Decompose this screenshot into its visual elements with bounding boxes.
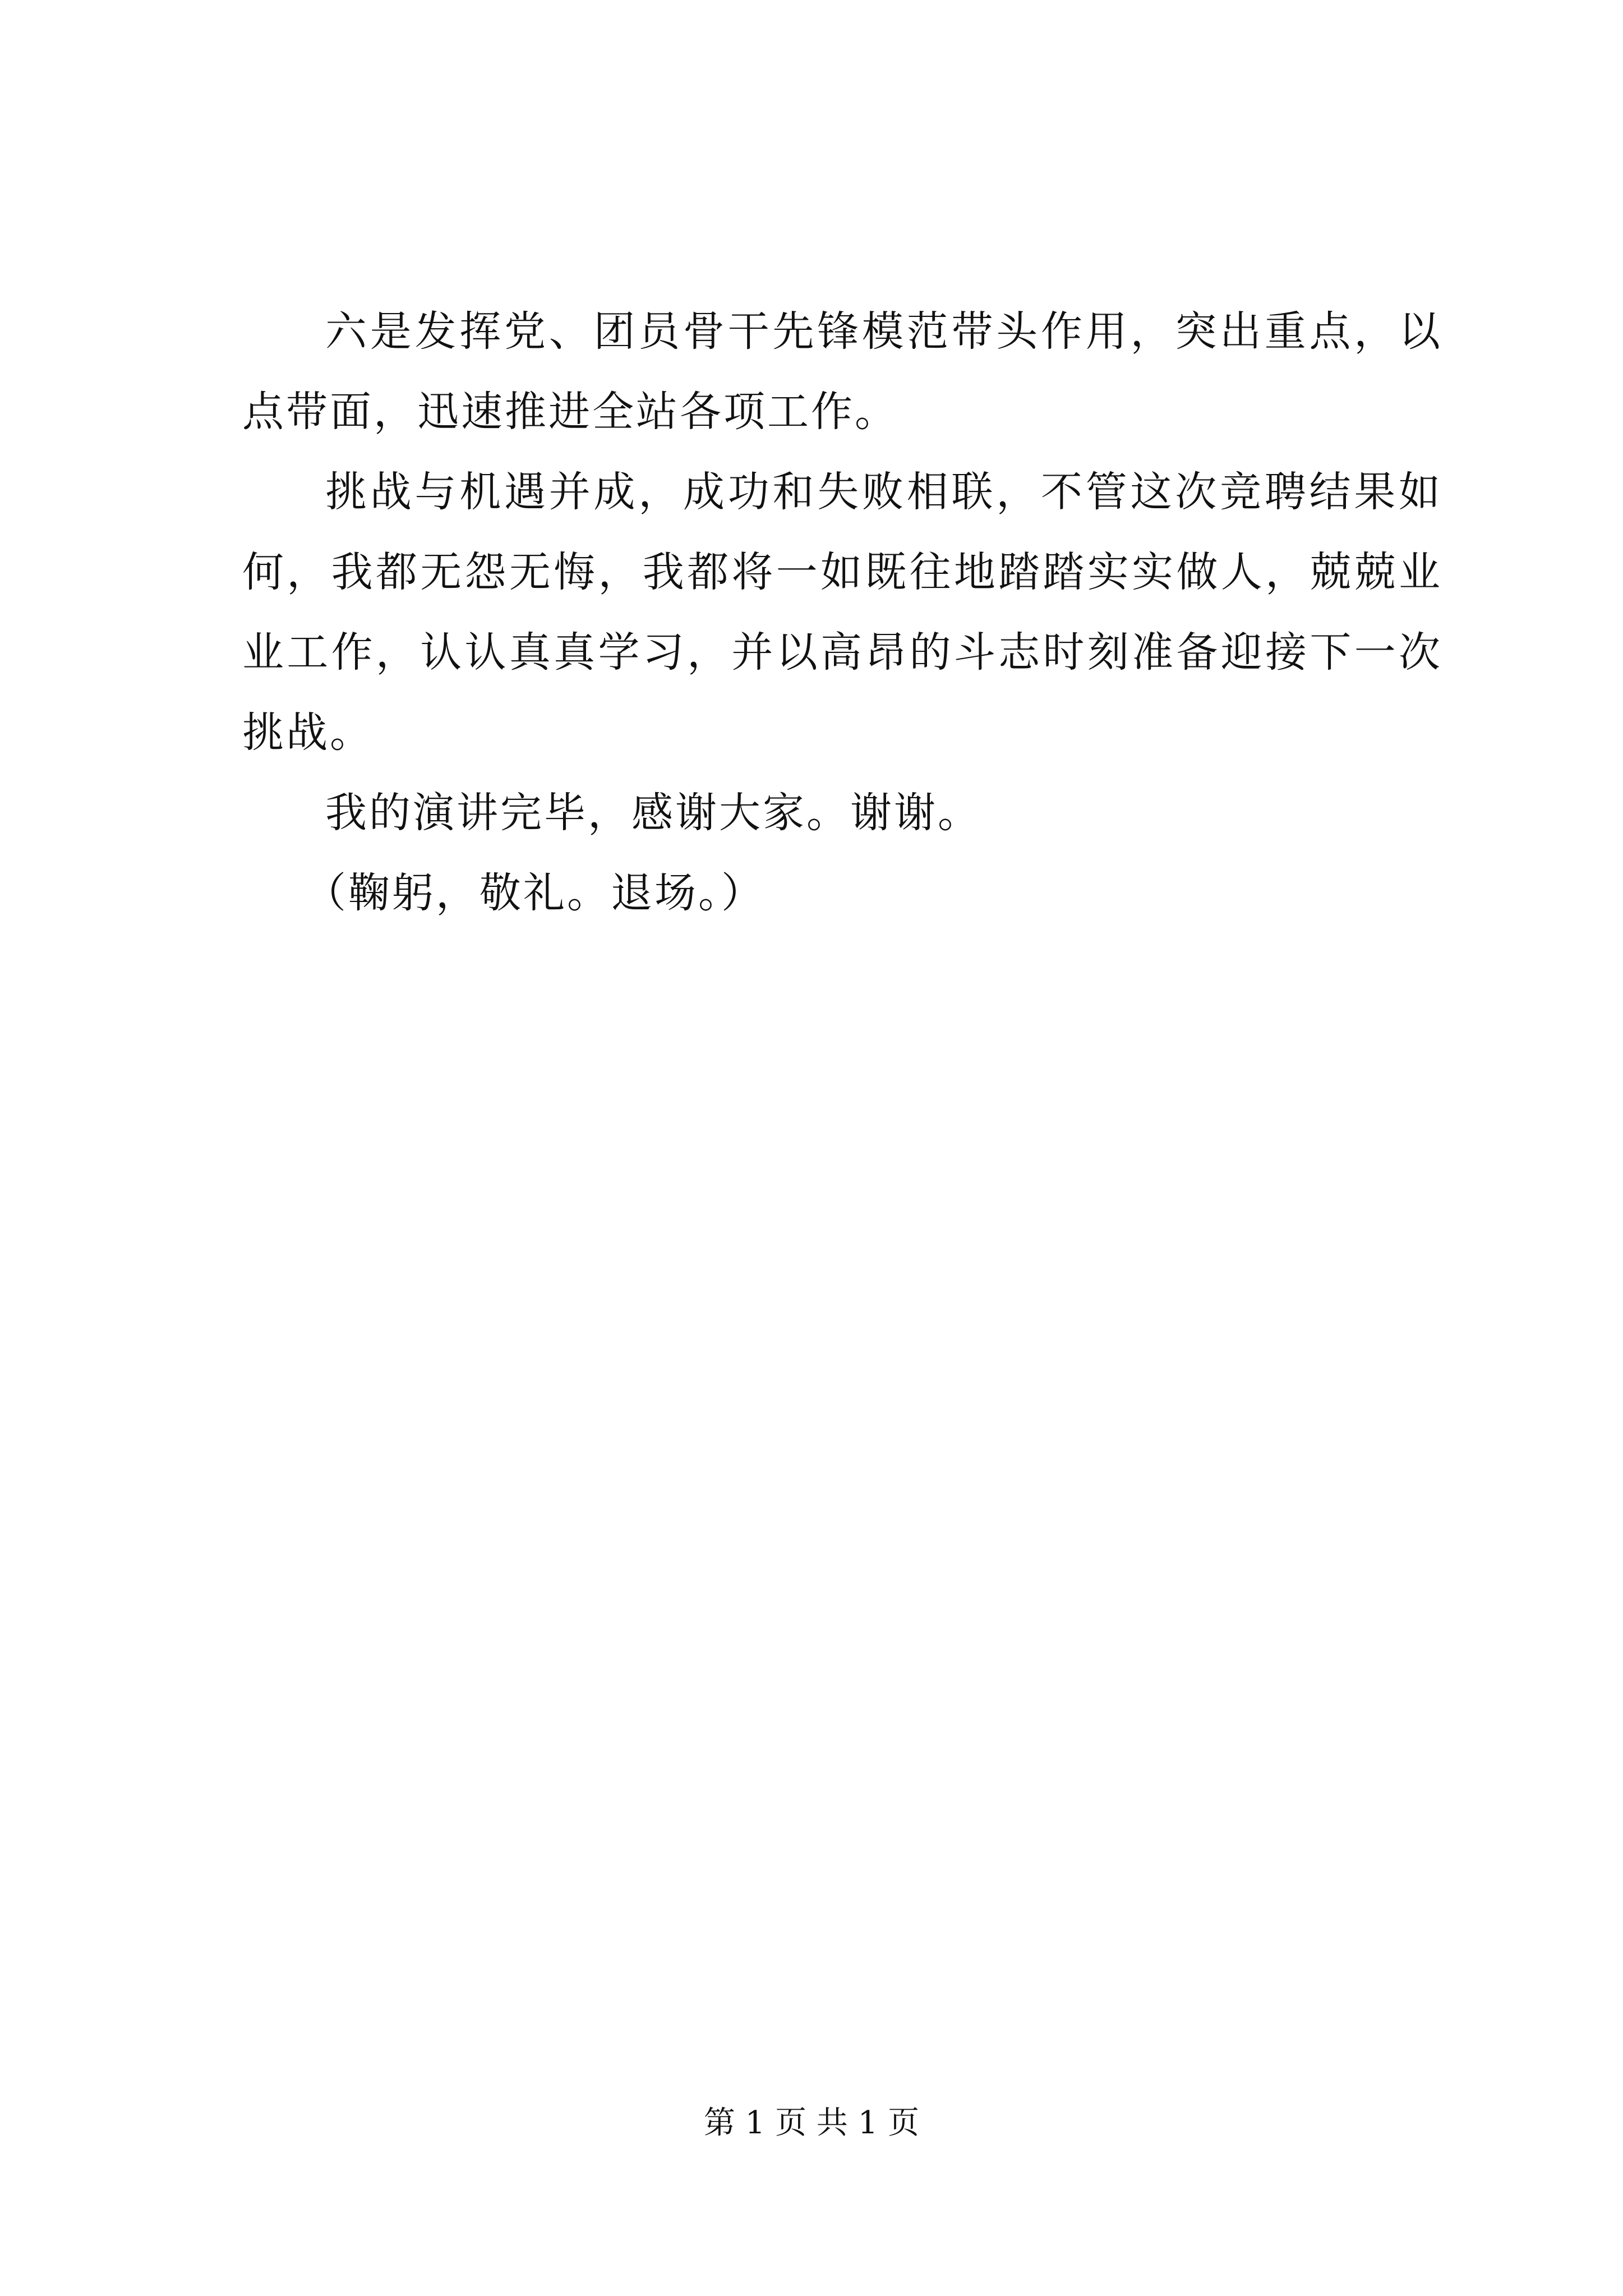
paragraph-challenge: 挑战与机遇并成，成功和失败相联，不管这次竞聘结果如何，我都无怨无悔，我都将一如既往地踏踏实实做人，兢兢业业工作，认认真真学习，并以高昂的斗志时刻准备迎接下一次挑战。 <box>242 468 1442 757</box>
document-body <box>242 292 1442 933</box>
paragraph-closing: 我的演讲完毕，感谢大家。谢谢。 <box>325 789 981 837</box>
paragraph-stage-direction: （鞠躬，敬礼。退场。） <box>305 869 765 917</box>
page-number-footer: 第 1 页 共 1 页 <box>703 2105 920 2141</box>
paragraph-work-plan-six: 六是发挥党、团员骨干先锋模范带头作用，突出重点，以点带面，迅速推进全站各项工作。 <box>242 307 1442 436</box>
